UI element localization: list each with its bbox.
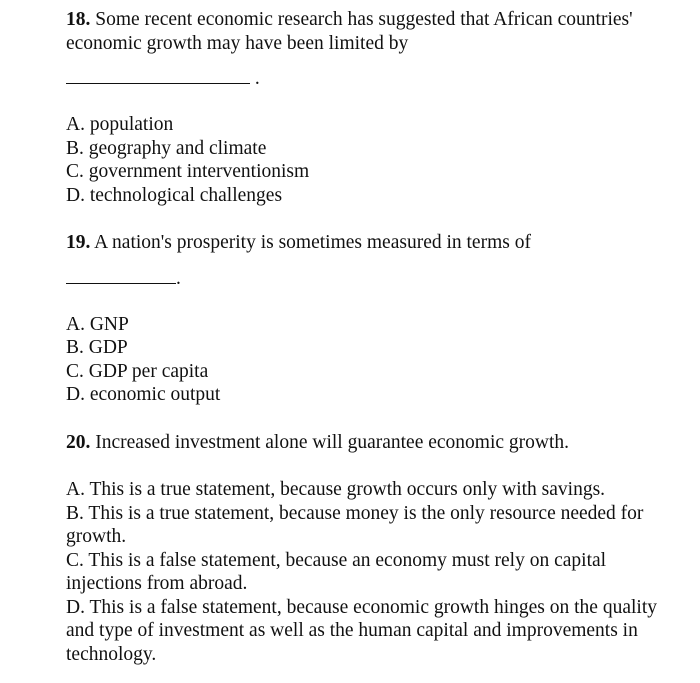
options-list xyxy=(66,113,686,207)
question-19-text xyxy=(66,231,686,255)
option-c: C. This is a false statement, because an economy must rely on capital injections from abroad. xyxy=(66,549,607,594)
options-list xyxy=(66,313,686,407)
question-18 xyxy=(66,8,686,207)
option-a: A. population xyxy=(66,114,174,135)
question-number: 19. xyxy=(66,232,91,253)
option-d: D. technological challenges xyxy=(66,184,283,206)
options-list xyxy=(66,478,686,666)
question-number: 18. xyxy=(66,9,91,30)
option-b: B. geography and climate xyxy=(66,137,267,159)
blank-tail: . xyxy=(176,267,181,289)
question-20-text xyxy=(66,431,686,455)
question-body: Some recent economic research has suggested that African countries' economic growth may have been limited by xyxy=(66,9,633,54)
answer-blank-line xyxy=(66,67,686,90)
blank-tail: . xyxy=(250,68,260,89)
question-19 xyxy=(66,231,686,407)
option-c: C. GDP per capita xyxy=(66,360,209,382)
option-d: D. This is a false statement, because economic growth hinges on the quality and type of investment as well as the human capital and improvements in technology. xyxy=(66,596,657,665)
option-a: A. GNP xyxy=(66,313,129,335)
option-a: A. This is a true statement, because growth occurs only with savings. xyxy=(66,479,606,500)
answer-blank xyxy=(66,267,176,284)
question-20 xyxy=(66,431,686,667)
option-b: B. This is a true statement, because money is the only resource needed for growth. xyxy=(66,502,644,547)
option-c: C. government interventionism xyxy=(66,161,310,182)
question-number: 20. xyxy=(66,431,91,453)
question-body: Increased investment alone will guarantee economic growth. xyxy=(90,431,570,453)
quiz-page xyxy=(66,8,686,666)
answer-blank-line xyxy=(66,267,686,290)
question-18-text xyxy=(66,8,686,55)
question-body: A nation's prosperity is sometimes measured in terms of xyxy=(90,232,531,253)
answer-blank xyxy=(66,67,250,84)
option-d: D. economic output xyxy=(66,384,221,405)
option-b: B. GDP xyxy=(66,337,128,358)
